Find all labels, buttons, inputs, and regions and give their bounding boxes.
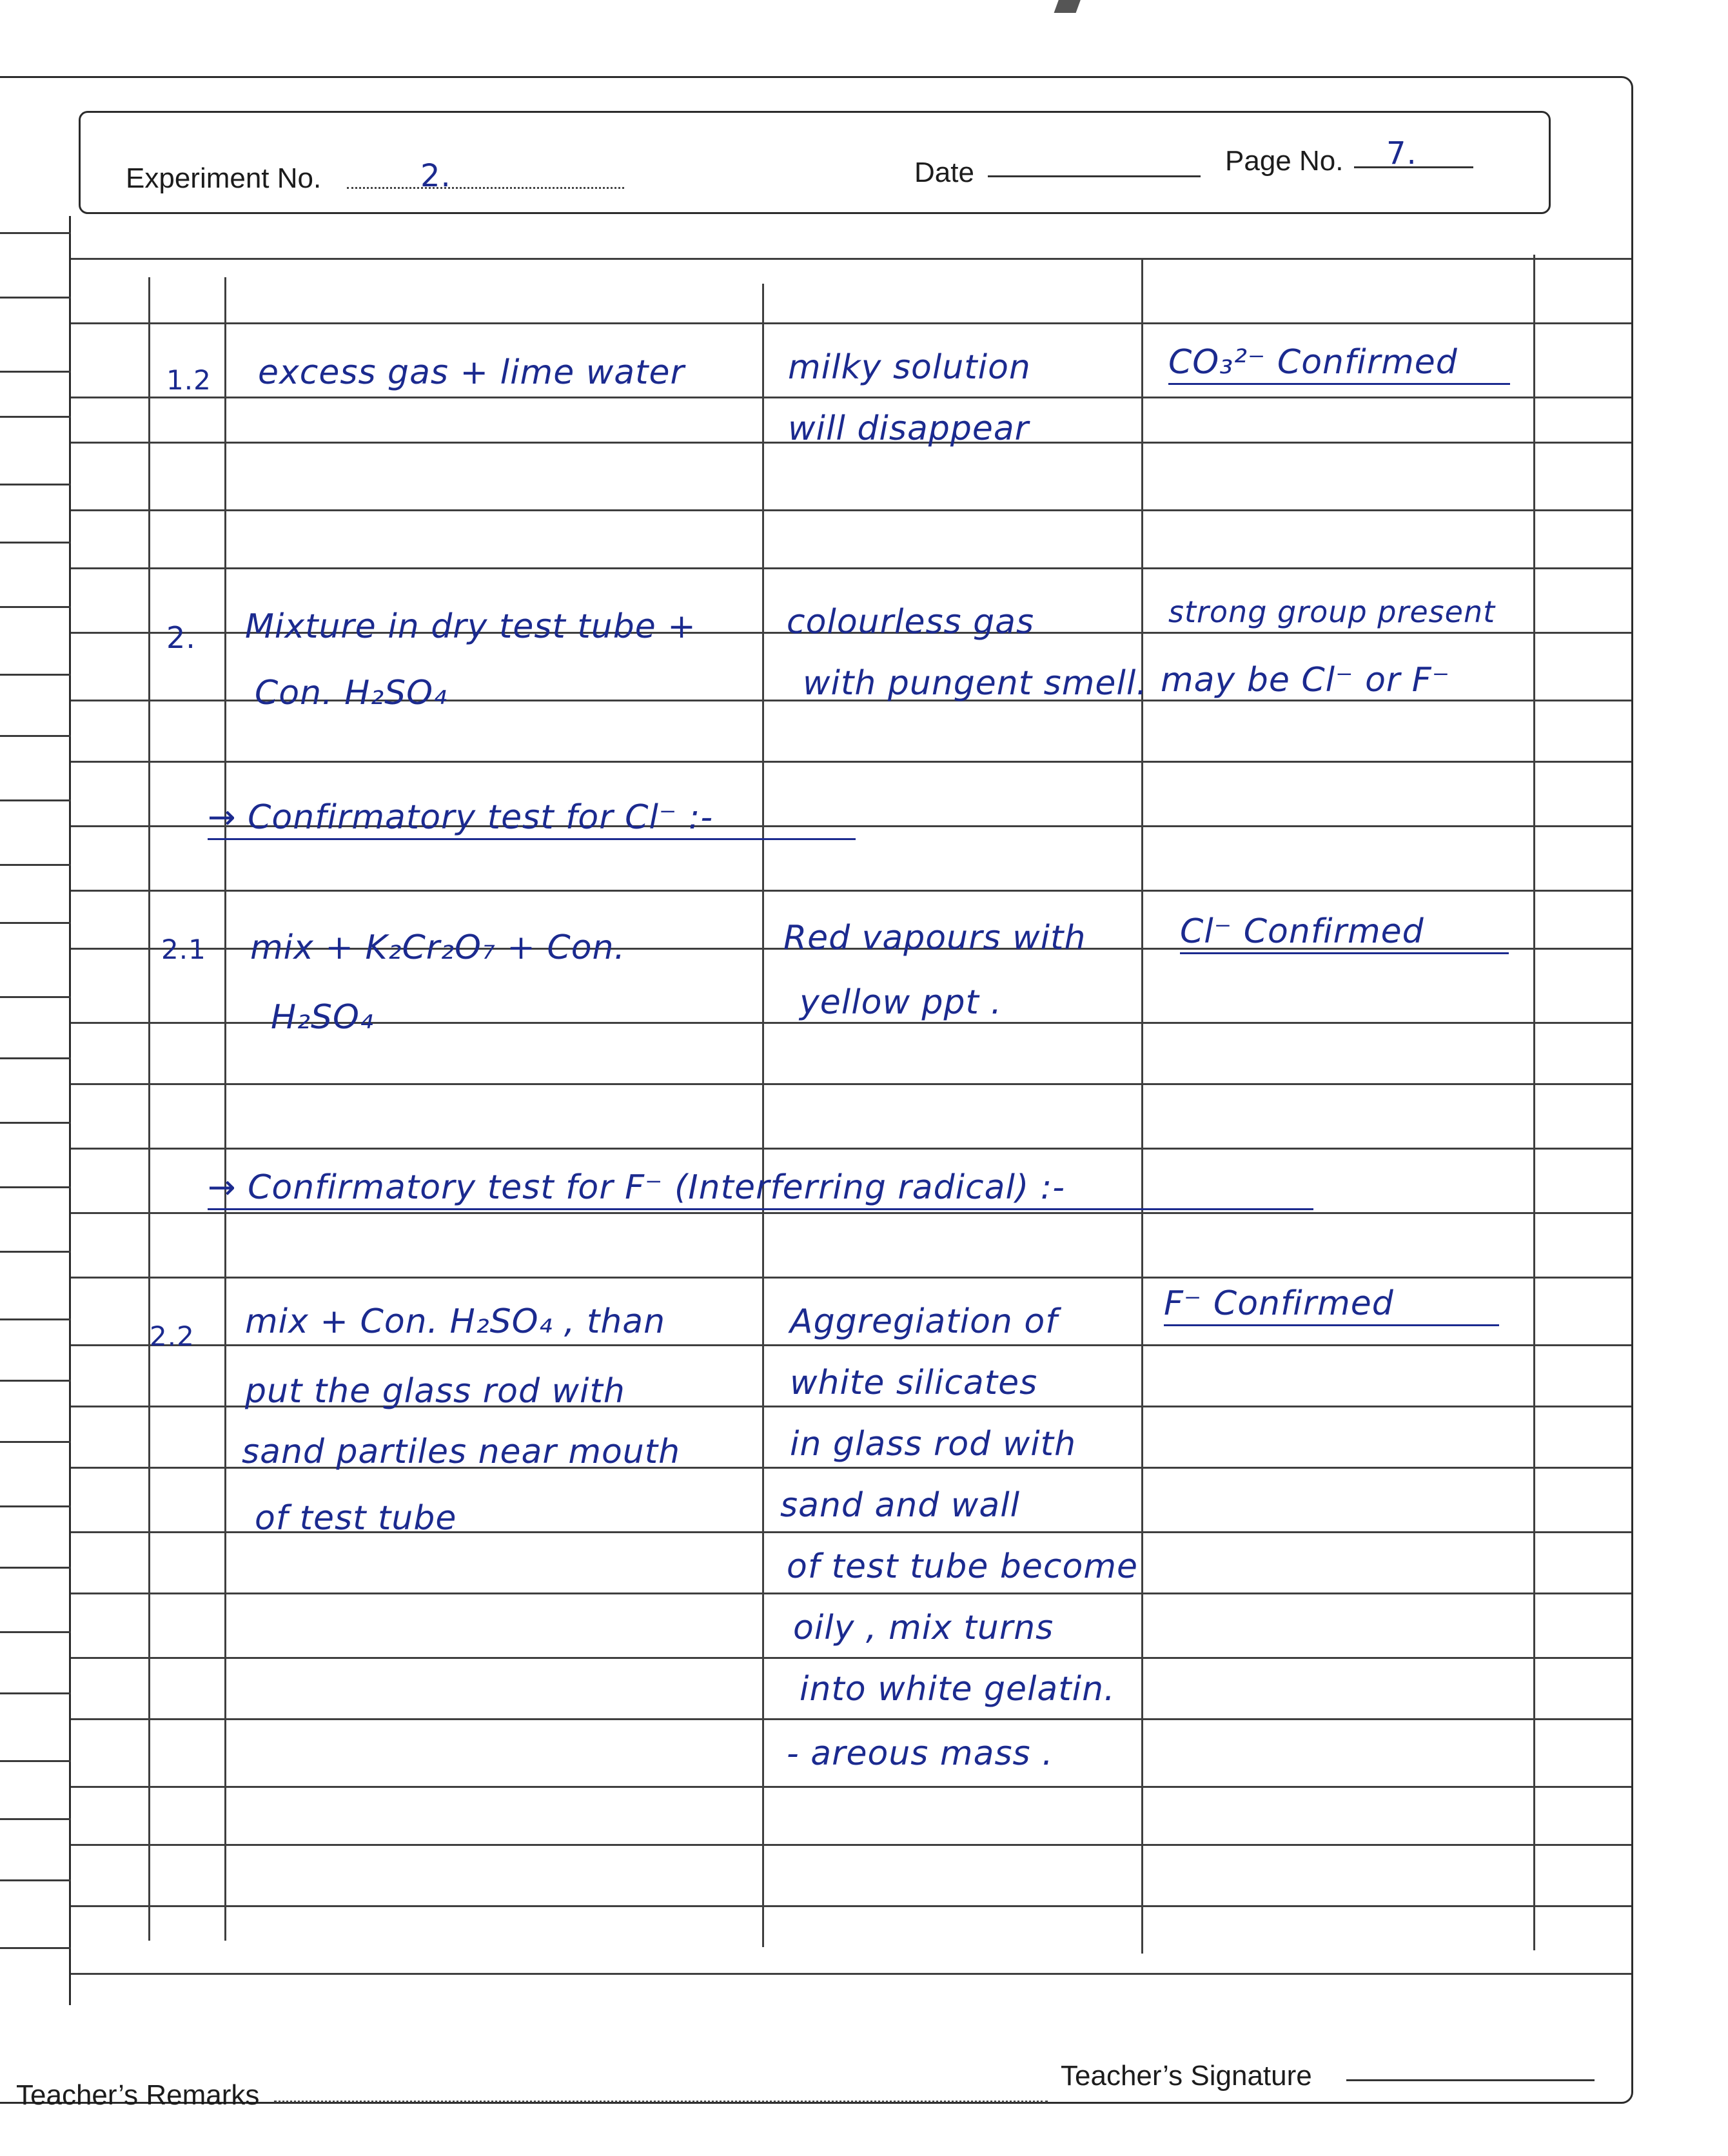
ruled-line [71,567,1631,569]
experiment-text: put the glass rod with [245,1372,625,1411]
teacher-signature-label: Teacher’s Signature [1061,2060,1312,2092]
row-number: 1.2 [166,364,211,396]
margin-tab-line [0,1380,71,1382]
observation-text: Red vapours with [783,919,1086,957]
table-column-line [224,277,226,1941]
ruled-line [71,397,1631,398]
experiment-text: mix + Con. H₂SO₄ , than [245,1302,666,1341]
observation-text: sand and wall [780,1486,1021,1525]
ruled-line [71,1212,1631,1214]
section-heading: → Confirmatory test for Cl⁻ :- [208,798,856,840]
margin-tab-line [0,1818,71,1820]
teacher-remarks-label: Teacher’s Remarks [16,2079,260,2111]
observation-text: - areous mass . [787,1734,1054,1773]
margin-tab-line [0,674,71,676]
ruled-line [71,1657,1631,1659]
margin-tab-line [0,371,71,373]
experiment-text: Con. H₂SO₄ [255,674,447,712]
margin-tab-line [0,232,71,234]
experiment-text: of test tube [255,1499,457,1538]
ruled-line [71,258,1631,260]
observation-text: Aggregiation of [790,1302,1058,1341]
table-column-line [762,284,764,1947]
experiment-text: H₂SO₄ [271,998,374,1037]
experiment-label: Experiment No. [126,162,322,194]
margin-tab-line [0,1441,71,1443]
margin-tab-line [0,542,71,544]
table-column-line [1533,255,1535,1950]
ruled-line [71,1786,1631,1788]
row-number: 2. [166,620,196,655]
inference-text: F⁻ Confirmed [1164,1284,1499,1326]
margin-tab-line [0,1318,71,1320]
margin-tab-line [0,799,71,801]
margin-tab-line [0,996,71,998]
ruled-line [71,1344,1631,1346]
inference-text: CO₃²⁻ Confirmed [1168,343,1510,385]
ruled-line [71,1844,1631,1846]
page-label: Page No. [1225,145,1344,177]
ruled-line [71,1148,1631,1150]
margin-tab-line [0,1631,71,1633]
ruled-line [71,761,1631,763]
margin-tab-line [0,1760,71,1762]
inference-text: Cl⁻ Confirmed [1180,912,1509,954]
signature-line [1346,2079,1595,2081]
observation-text: with pungent smell. [803,664,1148,703]
observation-text: milky solution [788,348,1031,387]
observation-text: oily , mix turns [793,1609,1054,1647]
margin-tab-line [0,735,71,737]
observation-text: will disappear [788,409,1030,448]
date-line [988,175,1201,177]
margin-tab-line [0,1251,71,1253]
remarks-dotted-line [274,2101,1048,2102]
ruled-line [71,1718,1631,1720]
margin-tab-line [0,1186,71,1188]
experiment-text: excess gas + lime water [258,353,685,392]
table-column-line [1141,258,1143,1954]
margin-tab-line [0,1879,71,1881]
observation-text: of test tube become [787,1547,1138,1586]
margin-tab-line [0,297,71,299]
experiment-text: Mixture in dry test tube + [245,607,696,646]
margin-tab-line [0,1122,71,1124]
row-number: 2.2 [150,1320,195,1352]
margin-tab-line [0,864,71,866]
ruled-line [71,1973,1631,1975]
ruled-line [71,1905,1631,1907]
margin-tab-line [0,1057,71,1059]
inference-text: strong group present [1168,594,1496,629]
margin-tab-line [0,1692,71,1694]
inference-text: may be Cl⁻ or F⁻ [1161,661,1451,700]
observation-text: into white gelatin. [800,1670,1115,1709]
section-heading: → Confirmatory test for F⁻ (Interferring radical) :- [208,1168,1313,1210]
margin-tab-line [0,606,71,608]
margin-tab-line [0,1947,71,1949]
page-number: 7. [1386,135,1417,172]
margin-tab-line [0,1505,71,1507]
observation-text: in glass rod with [790,1425,1077,1464]
margin-tab-line [0,1567,71,1569]
margin-tab-line [0,922,71,924]
margin-tab-line [0,484,71,485]
margin-tab-line [0,416,71,418]
experiment-number: 2. [420,158,451,194]
observation-text: colourless gas [787,603,1035,642]
row-number: 2.1 [161,934,206,965]
observation-text: white silicates [790,1364,1038,1402]
experiment-dotted-line [347,187,624,189]
ruled-line [71,1592,1631,1594]
ruled-line [71,509,1631,511]
ruled-line [71,1277,1631,1279]
experiment-text: sand partiles near mouth [242,1433,681,1471]
experiment-text: mix + K₂Cr₂O₇ + Con. [250,928,625,967]
table-column-line [148,277,150,1941]
binding-mark [1054,0,1083,13]
ruled-line [71,1083,1631,1085]
observation-text: yellow ppt . [800,983,1002,1022]
ruled-line [71,890,1631,892]
date-label: Date [914,157,974,188]
ruled-line [71,322,1631,324]
